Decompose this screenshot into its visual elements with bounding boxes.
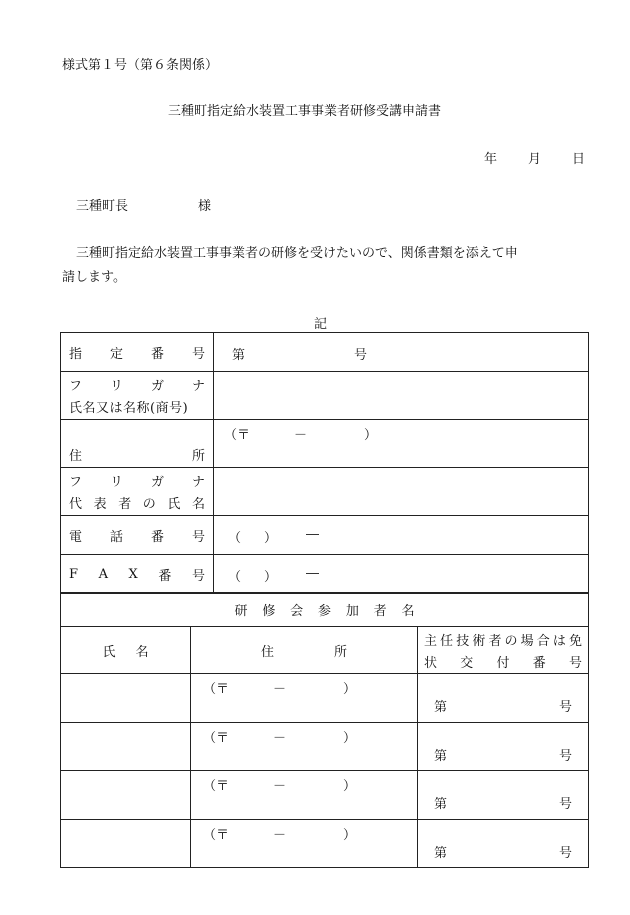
jusho-char-2: 所 — [191, 449, 205, 464]
participant-close: ） — [343, 730, 357, 746]
jusho-char-1: 住 — [69, 449, 83, 464]
participant-dai: 第 — [434, 748, 448, 764]
participant-close: ） — [343, 827, 357, 843]
participant-postal: （〒 — [203, 779, 230, 794]
participant-address-cell[interactable] — [191, 722, 418, 771]
participant-row — [61, 674, 589, 723]
label-furigana-name: フ リ ガ ナ 氏名又は名称(商号) — [61, 372, 214, 420]
value-jusho[interactable] — [214, 420, 589, 468]
participant-postal: （〒 — [203, 827, 230, 843]
participant-postal: （〒 — [203, 730, 230, 746]
participant-postal: （〒 — [203, 682, 230, 697]
label-shitei-bango: 指 定 番 号 — [61, 333, 214, 372]
participant-dash: － — [273, 779, 287, 794]
participant-dai: 第 — [434, 700, 448, 715]
date-year: 年 — [484, 152, 498, 167]
fax-open: （ — [228, 570, 242, 585]
participant-license-cell[interactable] — [418, 674, 589, 723]
participant-row — [61, 771, 589, 820]
label-jusho — [61, 420, 214, 468]
participant-address-cell[interactable] — [191, 819, 418, 868]
label-fax: F A X 番 号 — [61, 555, 214, 594]
participant-dash: － — [273, 827, 287, 843]
addressee-honorific: 様 — [198, 199, 212, 214]
participant-dai: 第 — [434, 845, 448, 861]
participant-name-cell[interactable] — [61, 819, 191, 868]
shitei-dai: 第 — [232, 348, 246, 363]
date-day: 日 — [572, 152, 586, 167]
participant-go: 号 — [559, 845, 573, 861]
participant-row — [61, 819, 589, 868]
document-title: 三種町指定給水装置工事事業者研修受講申請書 — [168, 104, 442, 119]
participant-dai: 第 — [434, 797, 448, 812]
participant-close: ） — [343, 682, 357, 697]
participant-row — [61, 722, 589, 771]
jusho-close: ） — [364, 428, 378, 443]
participant-go: 号 — [559, 700, 573, 715]
value-denwa[interactable] — [214, 516, 589, 555]
col-address: 住 所 — [191, 627, 418, 674]
col-license: 主 任 技 術 者 の 場 合 は 免 状 交 付 番 号 — [418, 627, 589, 674]
participant-license-cell[interactable] — [418, 819, 589, 868]
participant-dash: － — [273, 682, 287, 697]
participants-heading: 研 修 会 参 加 者 名 — [61, 593, 589, 627]
participant-go: 号 — [559, 748, 573, 764]
jusho-postal: （〒 — [224, 428, 251, 443]
date-month: 月 — [528, 152, 542, 167]
value-fax[interactable] — [214, 555, 589, 594]
participants-table — [60, 592, 589, 868]
shitei-go: 号 — [354, 348, 368, 363]
fax-close: ） — [264, 570, 278, 585]
participant-license-cell[interactable] — [418, 722, 589, 771]
participant-dash: － — [273, 730, 287, 746]
participant-name-cell[interactable] — [61, 771, 191, 820]
fax-dash: ― — [306, 566, 319, 581]
participant-go: 号 — [559, 797, 573, 812]
denwa-close: ） — [264, 531, 278, 546]
participant-license-cell[interactable] — [418, 771, 589, 820]
body-line-2: 請します。 — [62, 270, 126, 285]
jusho-dash: － — [294, 428, 308, 443]
value-shitei-bango[interactable] — [214, 333, 589, 372]
applicant-table — [60, 332, 589, 594]
participant-name-cell[interactable] — [61, 722, 191, 771]
label-furigana-daihyo: フ リ ガ ナ 代 表 者 の 氏 名 — [61, 468, 214, 516]
body-line-1: 三種町指定給水装置工事事業者の研修を受けたいので、関係書類を添えて申 — [76, 246, 518, 261]
form-number: 様式第１号（第６条関係） — [62, 58, 219, 73]
participant-close: ） — [343, 779, 357, 794]
ki-label: 記 — [314, 317, 328, 332]
denwa-dash: ― — [306, 527, 319, 542]
col-name: 氏 名 — [61, 627, 191, 674]
participant-address-cell[interactable] — [191, 674, 418, 723]
label-denwa: 電 話 番 号 — [61, 516, 214, 555]
value-daihyo[interactable] — [214, 468, 589, 516]
addressee-name: 三種町長 — [76, 199, 129, 214]
label-shimei-meisho: 氏名又は名称(商号) — [69, 401, 189, 416]
participant-address-cell[interactable] — [191, 771, 418, 820]
participant-name-cell[interactable] — [61, 674, 191, 723]
value-name[interactable] — [214, 372, 589, 420]
denwa-open: （ — [228, 531, 242, 546]
